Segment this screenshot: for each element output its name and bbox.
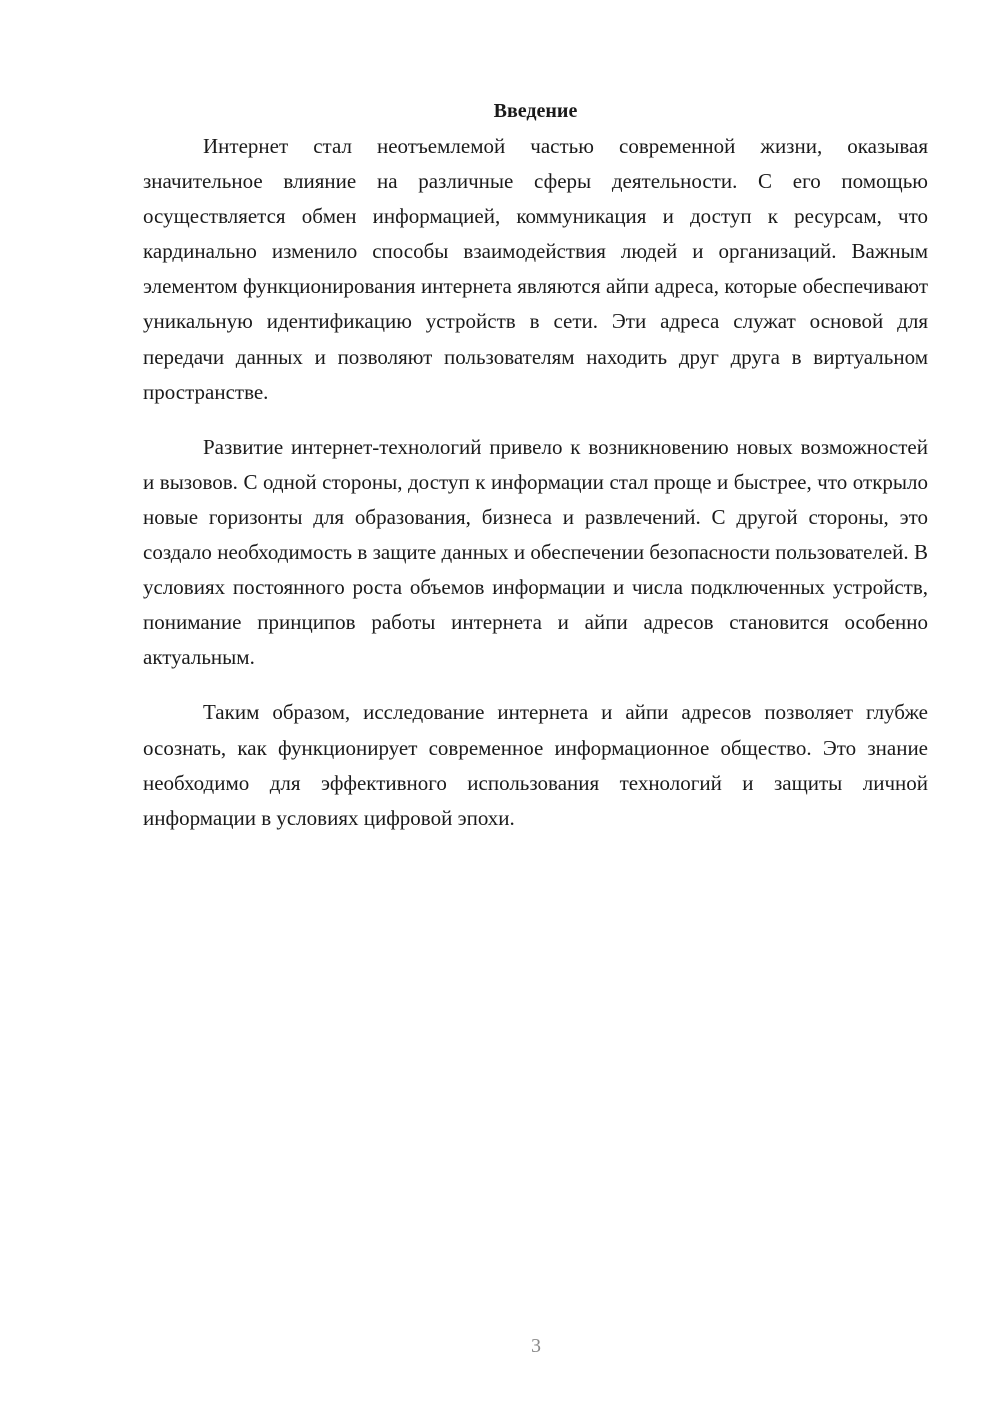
page-number: 3 (531, 1335, 541, 1357)
paragraph-1: Интернет стал неотъемлемой частью современной жизни, оказывая значительное влияние на различные сферы деятельности. С его помощью осуществляется обмен информацией, коммуникация и доступ к ресурсам, что кардинально изменило способы взаимодействия людей и организаций. Важным элементом функционирования интернета являются айпи адреса, которые обеспечивают уникальную идентификацию устройств в сети. Эти адреса служат основой для передачи данных и позволяют пользователям находить друг друга в виртуальном пространстве. (143, 134, 928, 404)
paragraph-2: Развитие интернет-технологий привело к возникновению новых возможностей и вызовов. С одной стороны, доступ к информации стал проще и быстрее, что открыло новые горизонты для образования, бизнеса и развлечений. С другой стороны, это создало необходимость в защите данных и обеспечении безопасности пользователей. В условиях постоянного роста объемов информации и числа подключенных устройств, понимание принципов работы интернета и айпи адресов становится особенно актуальным. (143, 434, 928, 670)
paragraph-3: Таким образом, исследование интернета и айпи адресов позволяет глубже осознать, как функционирует современное информационное общество. Это знание необходимо для эффективного использования технологий и защиты личной информации в условиях цифровой эпохи. (143, 700, 928, 830)
section-heading: Введение (493, 100, 578, 122)
page-content (143, 96, 928, 836)
